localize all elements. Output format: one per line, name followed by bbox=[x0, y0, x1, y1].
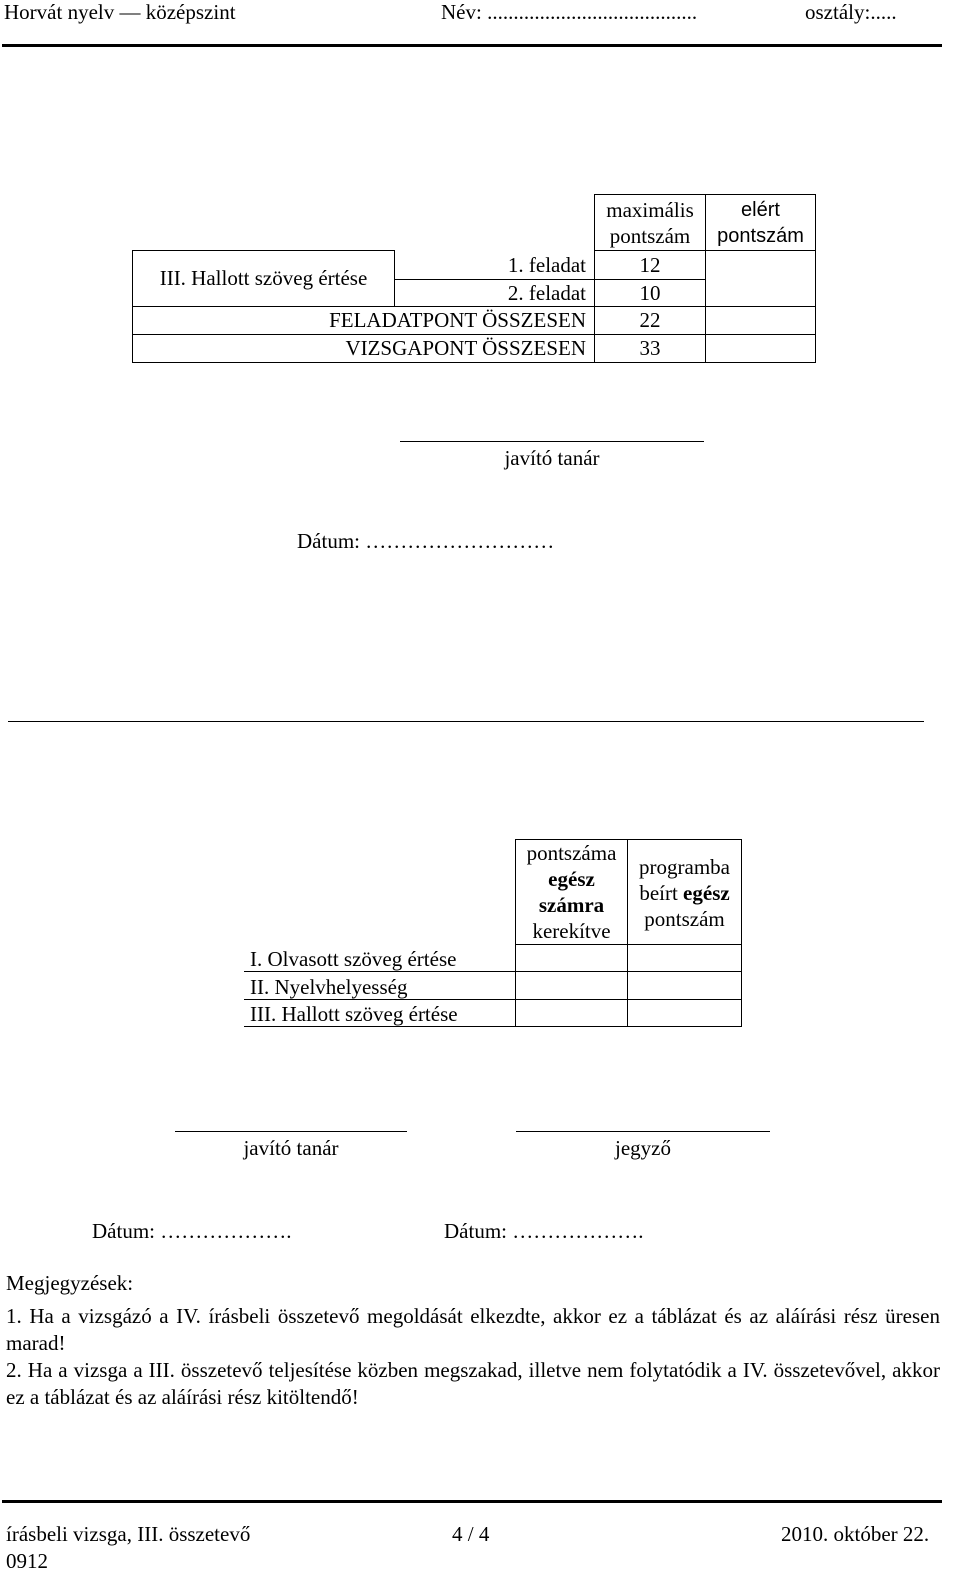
header-subject: Horvát nyelv — középszint bbox=[4, 0, 236, 24]
section-label: III. Hallott szöveg értése bbox=[159, 266, 368, 290]
col-rounded-points-header: pontszáma egész számra kerekítve bbox=[526, 841, 617, 943]
exam-total-label: VIZSGAPONT ÖSSZESEN bbox=[345, 336, 586, 360]
task-total-max: 22 bbox=[639, 308, 661, 332]
note-1: 1. Ha a vizsgázó a IV. írásbeli összetevő megoldását elkezdte, akkor ez a táblázat és az aláírási rész üresen marad! bbox=[6, 1304, 940, 1355]
exam-total-max: 33 bbox=[639, 336, 661, 360]
recorder-label: jegyző bbox=[615, 1136, 671, 1160]
row-reading-label: I. Olvasott szöveg értése bbox=[250, 947, 457, 971]
header-rule bbox=[2, 44, 942, 47]
col-achieved-points-header: elért pontszám bbox=[717, 199, 804, 247]
footer-rule bbox=[2, 1500, 942, 1503]
date-field: Dátum: ……………………… bbox=[297, 529, 555, 553]
task2-label: 2. feladat bbox=[507, 280, 586, 305]
notes-title: Megjegyzések: bbox=[6, 1271, 134, 1295]
col-max-points-header: maximális pontszám bbox=[606, 198, 694, 248]
signature-line bbox=[400, 441, 704, 442]
footer-page-number: 4 / 4 bbox=[452, 1522, 490, 1546]
task1-max: 12 bbox=[639, 252, 661, 277]
col-entered-points-header: programba beírt egész pontszám bbox=[639, 855, 730, 931]
row-grammar-label: II. Nyelvhelyesség bbox=[250, 975, 408, 999]
recorder-signature-line bbox=[516, 1131, 770, 1132]
header-class-field: osztály:..... bbox=[805, 0, 897, 24]
header-name-field: Név: ........................................ bbox=[441, 0, 698, 24]
footer-date: 2010. október 22. bbox=[781, 1522, 930, 1546]
task-total-label: FELADATPONT ÖSSZESEN bbox=[329, 308, 586, 332]
corrector-signature-line bbox=[175, 1131, 407, 1132]
date-field-left: Dátum: ………………. bbox=[92, 1219, 292, 1243]
section-divider bbox=[8, 721, 924, 722]
note-2: 2. Ha a vizsga a III. összetevő teljesítése közben megszakad, illetve nem folytatódik a IV. összetevővel, akkor ez a táblázat és az aláírási rész kitöltendő! bbox=[6, 1358, 940, 1409]
corrector-label: javító tanár bbox=[504, 446, 600, 470]
footer-exam-part: írásbeli vizsga, III. összetevő bbox=[6, 1522, 251, 1546]
task1-label: 1. feladat bbox=[507, 252, 586, 277]
corrector-label-2: javító tanár bbox=[243, 1136, 339, 1160]
date-field-right: Dátum: ………………. bbox=[444, 1219, 644, 1243]
footer-code: 0912 bbox=[6, 1549, 48, 1573]
row-listening-label: III. Hallott szöveg értése bbox=[250, 1002, 458, 1026]
task2-max: 10 bbox=[639, 280, 661, 305]
